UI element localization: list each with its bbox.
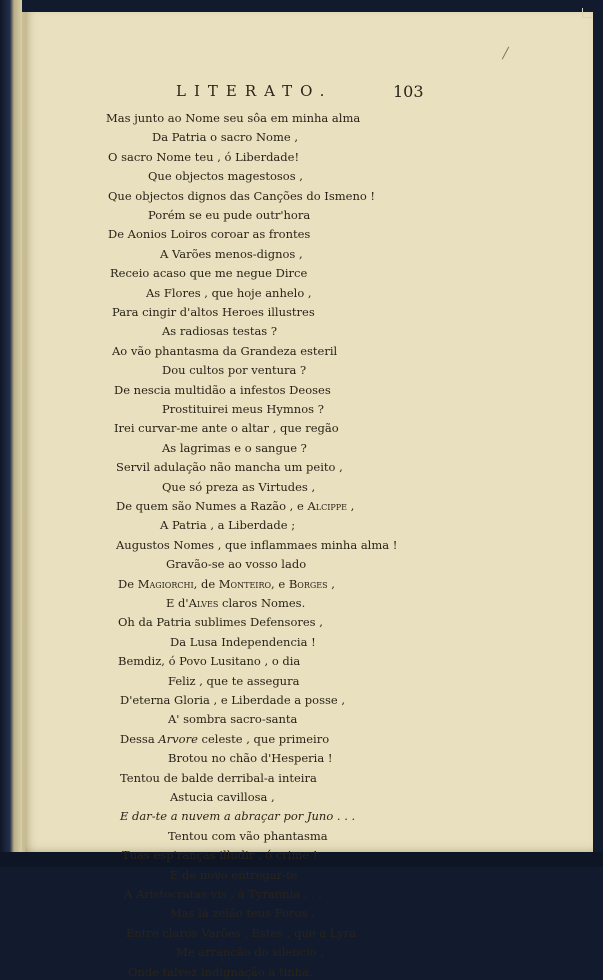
verse-text: A Aristocratas vis , á Tyrannia . . . [124, 887, 323, 901]
verse-line [120, 808, 355, 824]
verse-text: claros Nomes. [218, 596, 306, 610]
verse-line [124, 886, 322, 902]
verse-text: celeste , que primeiro [197, 731, 330, 746]
verse-text: De quem são Numes a Razão , e [116, 499, 308, 513]
verse-line [170, 634, 316, 650]
verse-text: Feliz , que te assegura [168, 673, 300, 688]
verse-text: As Flores , que hoje anhelo , [146, 285, 312, 300]
verse-text: Servil adulação não mancha um peito , [116, 460, 343, 475]
verse-line [162, 479, 315, 495]
verse-line [146, 285, 312, 301]
verse-text: Monteiro [218, 576, 272, 591]
verse-line [108, 188, 375, 204]
verse-text: , e [271, 576, 289, 591]
verse-text: Alcippe [307, 499, 347, 513]
verse-text: , de [193, 576, 219, 591]
verse-text: Da Lusa Independencia ! [170, 634, 316, 649]
verse-text: Tentou de balde derribal-a inteira [120, 770, 317, 785]
verse-text: Bemdiz, ó Povo Lusitano , o dia [118, 654, 301, 669]
verse-text: Prostituirei meus Hymnos ? [162, 402, 324, 416]
verse-line [148, 207, 310, 223]
verse-text: Magiorchi [137, 576, 194, 591]
verse-text: Ao vão phantasma da Grandeza esteril [112, 343, 338, 358]
verse-line [110, 265, 307, 281]
verse-text: Astucia cavillosa , [170, 790, 275, 804]
verse-text: A' sombra sacro-santa [168, 712, 298, 727]
verse-text: Brotou no chão d'Hesperia ! [168, 751, 333, 766]
verse-text: A Patria , a Liberdade ; [160, 518, 296, 533]
verse-text: Borges [288, 576, 328, 591]
verse-text: Dou cultos por ventura ? [162, 363, 307, 378]
verse-line [126, 925, 356, 941]
verse-text: Onde talvez indignação a tinha. [128, 964, 313, 979]
verse-text: Alves [188, 596, 219, 610]
verse-text: E dar-te a nuvem a abraçar por Juno . . . [120, 809, 356, 824]
verse-line [176, 944, 324, 960]
verse-text: Mas lá zelão teus Foros , [170, 906, 315, 921]
verse-line [122, 847, 317, 863]
verse-line [120, 770, 317, 786]
verse-text: Que objectos dignos das Canções do Ismeno ! [108, 188, 376, 203]
verse-text: De Aonios Loiros coroar as frontes [108, 227, 311, 242]
verse-text: , [346, 499, 355, 513]
verse-line [114, 382, 331, 398]
verse-line [170, 867, 297, 883]
running-title: LITERATO. [176, 82, 333, 100]
verse-line [168, 673, 299, 689]
verse-line [118, 614, 323, 630]
verse-text: Dessa [120, 731, 159, 746]
verse-line [170, 789, 275, 805]
verse-text: A Varões menos-dignos , [160, 246, 303, 261]
verse-line [114, 420, 339, 436]
verse-line [148, 168, 303, 184]
verse-text: Da Patria o sacro Nome , [152, 130, 298, 145]
verse-text: E d' [166, 596, 189, 610]
verse-line [160, 246, 303, 262]
verse-line [162, 401, 324, 417]
verse-line [162, 440, 307, 456]
page-number: 103 [393, 82, 424, 101]
verse-text: Receio acaso que me negue Dirce [110, 266, 308, 281]
verse-line [168, 711, 297, 727]
verse-line [118, 576, 335, 592]
verse-line [170, 905, 315, 921]
verse-line [112, 304, 315, 320]
verse-line [112, 343, 337, 359]
verse-text: Entre claros Varões , Estes , que a Lyra [126, 925, 357, 940]
verse-line [128, 964, 313, 980]
verse-line [120, 692, 345, 708]
verse-text: Tentou com vão phantasma [168, 828, 328, 843]
verse-text: Me arrancão do silencio , [176, 945, 324, 960]
verse-line [152, 129, 298, 145]
verse-text: As radiosas testas ? [162, 324, 278, 339]
verse-text: Que objectos magestosos , [148, 169, 303, 184]
verse-text: E de novo entregar-te [170, 867, 298, 882]
verse-line [108, 226, 310, 242]
verse-line [162, 323, 277, 339]
verse-text: Para cingir d'altos Heroes illustres [112, 305, 315, 319]
verse-line [108, 149, 299, 165]
verse-text: Augustos Nomes , que inflammaes minha alma ! [116, 537, 398, 552]
verse-text: Que só preza as Virtudes , [162, 479, 316, 494]
verse-text: Tuas esp'ranças illudir , ó crime ! [122, 848, 318, 863]
verse-line [166, 556, 306, 572]
verse-line [116, 498, 354, 514]
verse-text: De [118, 576, 138, 591]
verse-line [120, 731, 329, 747]
verse-line [168, 750, 332, 766]
verse-text: Oh da Patria sublimes Defensores , [118, 615, 323, 630]
verse-text: , [327, 576, 335, 591]
verse-line [160, 517, 295, 533]
page-corner-mark [582, 8, 592, 18]
verse-text: D'eterna Gloria , e Liberdade a posse , [120, 693, 346, 707]
verse-line [116, 459, 343, 475]
verse-text: Arvore [158, 731, 198, 746]
verse-text: O sacro Nome teu , ó Liberdade! [108, 149, 300, 164]
verse-text: As lagrimas e o sangue ? [162, 440, 307, 455]
verse-text: Irei curvar-me ante o altar , que regão [114, 421, 339, 436]
verse-line [118, 653, 300, 669]
verse-line [106, 110, 360, 126]
verse-text: Gravão-se ao vosso lado [166, 557, 307, 572]
verse-line [116, 537, 397, 553]
book-gutter [0, 0, 22, 867]
verse-line [166, 595, 305, 611]
verse-line [168, 828, 328, 844]
verse-text: Mas junto ao Nome seu sôa em minha alma [106, 111, 361, 125]
verse-line [162, 362, 306, 378]
verse-text: Porém se eu pude outr'hora [148, 208, 311, 222]
verse-text: De nescia multidão a infestos Deoses [114, 382, 331, 397]
